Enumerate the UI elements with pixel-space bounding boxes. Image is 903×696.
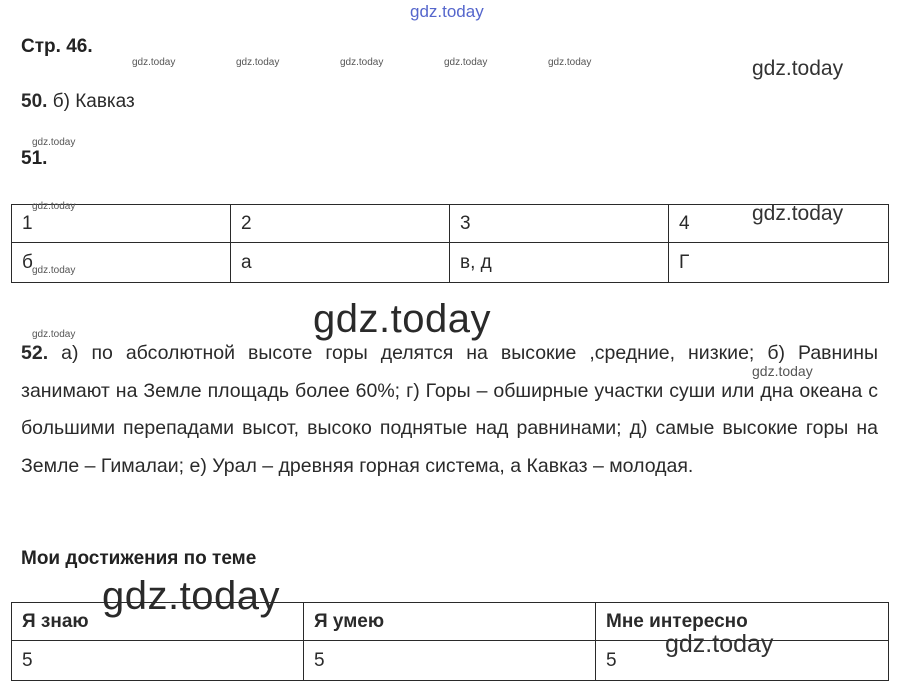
question-52 — [21, 335, 878, 485]
watermark-small: gdz.today — [32, 265, 76, 276]
question-52-text: а) по абсолютной высоте горы делятся на высокие ,средние, низкие; б) Равнины занимают на Земле площадь более 60%; г) Горы – обширные участки суши или дна океана с большими перепадами высот, высоко поднятые над равнинами; д) самые высокие горы на Земле – Гималаи; е) Урал – древняя горная система, а Кавказ – молодая. — [21, 342, 878, 477]
question-52-number: 52. — [21, 342, 49, 364]
watermark-large: gdz.today — [313, 297, 491, 341]
table-cell: а — [231, 243, 450, 283]
table-cell: 4 — [669, 205, 889, 243]
watermark-medium: gdz.today — [752, 202, 844, 225]
watermark-small: gdz.today — [132, 57, 176, 68]
watermark-small: gdz.today — [32, 201, 76, 212]
table-cell: 5 — [12, 641, 304, 681]
table-cell: 5 — [304, 641, 596, 681]
watermark-small: gdz.today — [32, 137, 76, 148]
watermark-small: gdz.today — [340, 57, 384, 68]
table-cell: 5 — [596, 641, 889, 681]
table-cell: 1 — [12, 205, 231, 243]
table-cell: 2 — [231, 205, 450, 243]
table-cell: б — [12, 243, 231, 283]
question-51-number: 51. — [21, 148, 48, 169]
table-cell: в, д — [450, 243, 669, 283]
page-heading: Стр. 46. — [21, 36, 93, 57]
watermark-small: gdz.today — [752, 363, 813, 379]
watermark-top: gdz.today — [410, 2, 484, 21]
watermark-small: gdz.today — [548, 57, 592, 68]
question-50-answer: б) Кавказ — [52, 91, 135, 112]
watermark-medium: gdz.today — [752, 57, 844, 80]
watermark-small: gdz.today — [444, 57, 488, 68]
watermark-medium: gdz.today — [665, 630, 774, 658]
table-cell: Я умею — [304, 603, 596, 641]
table-cell: Мне интересно — [596, 603, 889, 641]
table-cell: 3 — [450, 205, 669, 243]
question-50-number: 50. — [21, 91, 48, 112]
achievements-title: Мои достижения по теме — [21, 548, 257, 569]
question-50 — [21, 91, 135, 113]
watermark-small: gdz.today — [32, 329, 76, 340]
watermark-large: gdz.today — [102, 574, 280, 618]
table-cell: Я знаю — [12, 603, 304, 641]
table-cell: Г — [669, 243, 889, 283]
table-row — [12, 243, 889, 283]
watermark-small: gdz.today — [236, 57, 280, 68]
